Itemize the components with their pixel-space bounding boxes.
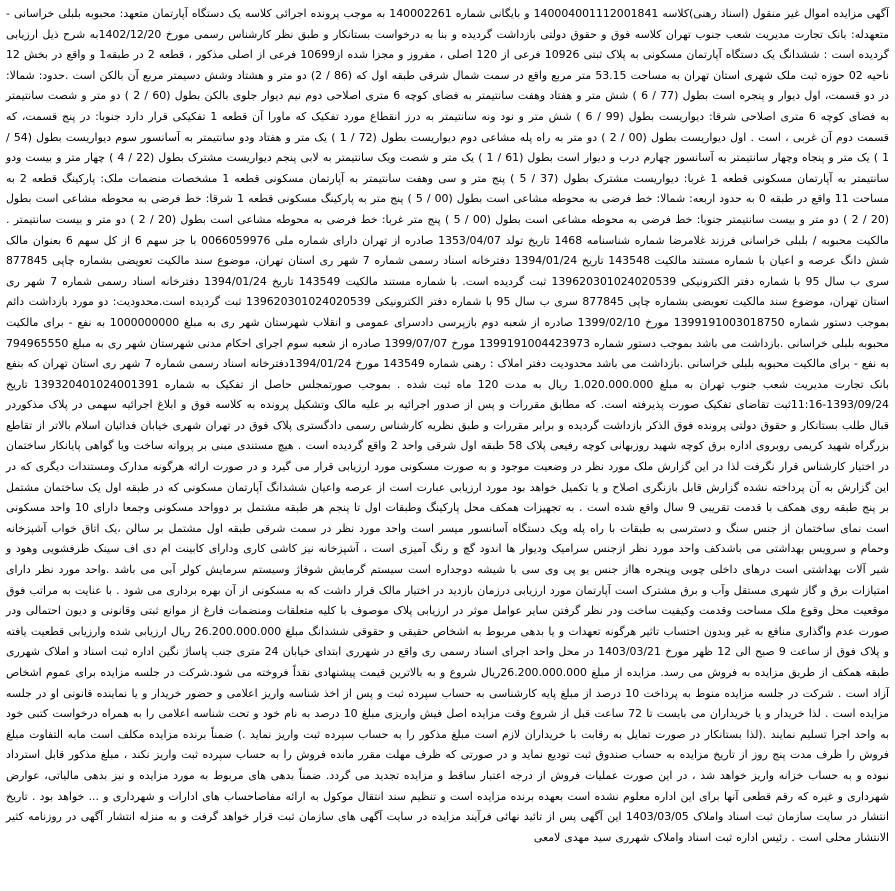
auction-notice-text: آگهی مزایده اموال غیر منقول (اسناد رهنی)کلاسه 140004001112001841 و بایگانی شماره 140002261 به موجب پرونده اجرائی کلاسه یک دستگاه آپارتمان متعهد: محبوبه بلبلی خراسانی - متعهدله: بانک تجارت مدیریت شعب جنوب تهران کلاسه فوق و حقوق دولتی بازداشت گردیده و بنا به درخواست بستانکار و طبق نظر کارشناس رسمی مورخ 1402/12/20به شرح ذیل ارزیابی گردیده است : ششدانگ یک دستگاه آپارتمان مسکونی به پلاک ثبتی 10926 فرعی از 120 اصلی ، مفروز و مجزا شده از10699 فرعی از اصلی مذکور ، قطعه 2 در طبقه1 و واقع در بخش 12 ناحیه 02 حوزه ثبت ملک شهری استان تهران به مساحت 53.15 متر مربع واقع در سمت شمال شرقی طبقه اول که (86 / 2) دو متر و هشتاد وشش دسیمتر مربع آن بالکن است .حدود: شمالا: در دو قسمت، اول دیوار و پنجره است بطول (77 / 6 ) شش متر و هفتاد وهفت سانتیمتر به فضای کوچه 6 متری اصلاحی دوم نیم دیوار جلوی بالکن بطول (60 / 2 ) دو متر و شصت سانتیمتر به فضای کوچه 6 متری اصلاحی شرقا: دیواریست بطول (99 / 6 ) شش متر و نود ونه سانتیمتر به درز انقطاع مورد تفکیک که ماورا آن قطعه 1 تفکیکی قرار دارد جنوبا: در پنج قسمت، که قسمت دوم آن غربی ، است . اول دیواریست بطول (00 / 2 ) دو متر به راه پله مشاعی دوم دیواریست بطول (72 / 1 ) یک متر و هفتاد ودو سانتیمتر به آسانسور سوم دیواریست بطول (54 / 1 ) یک متر و پنجاه وچهار سانتیمتر به آسانسور چهارم درب و دیوار است بطول (61 / 1 ) یک متر و شصت ویک سانتیمتر به لابی پنجم دیواریست مشترک بطول (22 / 4 ) چهار متر و بیست ودو سانتیمتر به آپارتمان مسکونی قطعه 1 غربا: دیواریست مشترک بطول (37 / 5 ) پنج متر و سی وهفت سانتیمتر به آپارتمان مسکونی قطعه 1 مشخصات منضمات ملک: پارکینگ قطعه 2 به مساحت 11 واقع در طبقه 0 به حدود اربعه: شمالا: خط فرضی به محوطه مشاعی است بطول (00 / 5 ) پنج متر به پارکینگ مسکونی قطعه 1 شرقا: خط فرضی به محوطه مشاعی است بطول (20 / 2 ) دو متر و بیست سانتیمتر جنوبا: خط فرضی به محوطه مشاعی است بطول (00 / 5 ) پنج متر غربا: خط فرضی به محوطه مشاعی است بطول (20 / 2 ) دو متر و بیست سانتیمتر . مالکیت محبوبه / بلبلی خراسانی فرزند غلامرضا شماره شناسنامه 1468 تاریخ تولد 1353/04/07 صادره از تهران دارای شماره ملی 0066059976 با جز سهم 6 از کل سهم 6 بعنوان مالک شش دانگ عرصه و اعیان با شماره مستند مالکیت 143548 تاریخ 1394/01/24 دفترخانه اسناد رسمی شماره 7 شهر ری استان تهران، موضوع سند مالکیت تعویضی بشماره چاپی 877845 سری ب سال 95 با شماره دفتر الکترونیکی 139620301024020539 ثبت گردیده است. با شماره مستند مالکیت 143549 تاریخ 1394/01/24 دفترخانه اسناد رسمی شماره 7 شهر ری استان تهران، موضوع سند مالکیت تعویضی بشماره چاپی 877845 سری ب سال 95 با شماره دفتر الکترونیکی 139620301024020539 ثبت گردیده است.محدودیت: دو مورد بازداشت دائم بموجب دستور شماره 1399191003018750 مورخ 1399/02/10 صادره از شعبه دوم بازپرسی دادسرای عمومی و انقلاب شهرستان شهر ری به مبلغ 1000000000 به نفع - برای مالکیت محبوبه بلبلی خراسانی .بازداشت می باشد بموجب دستور شماره 1399191004423973 مورخ 1399/07/07 صادره از شعبه سوم اجرای احکام مدنی شهرستان شهر ری به مبلغ 794965550 به نفع - برای مالکیت محبوبه بلبلی خراسانی .بازداشت می باشد محدودیت دفتر املاک : رهنی شماره 143549 مورخ 1394/01/24دفترخانه اسناد رسمی شماره 7 شهر ری استان تهران که بنفع بانک تجارت مدیریت شعب جنوب تهران به مبلغ 1.020.000.000 ریال به مدت 120 ماه ثبت شده . بموجب صورتمجلس حاصل از تفکیک به شماره 139320401024001391 تاریخ 1393/09/24-11:16ثبت تقاضای تفکیک صورت پذیرفته است. که مطابق مقررات و پس از صدور اجرائیه بر علیه مالک وتشکیل پرونده به کلاسه فوق و ابلاغ اجرائیه سهمی در پلاک مذکوردر قبال طلب بستانکار و حقوق دولتی پرونده فوق الذکر بازداشت گردیده و برابر مقررات و طبق نظریه کارشناس رسمی دادگستری پلاک فوق در تهران شهری خیابان فدائیان اسلام بالاتر از تقاطع بزرگراه شهید کریمی روبروی اداره برق کوچه شهید روزبهانی کوچه رفیعی پلاک 58 طبقه اول شرقی واحد 2 واقع گردیده است . هیچ مستندی مبنی بر پروانه ساخت ویا گواهی پایانکار ساختمان در اختیار کارشناس قرار نگرفت لذا در این گزارش ملک مورد نظر در وضعیت موجود و به صورت مسکونی مورد ارزیابی قرار می گیرد و در صورت ارائه هرگونه مدارک ومستندات دیگری که در این گزارش به آن پرداخته نشده گزارش قابل بازنگری اصلاح و یا تکمیل خواهد بود مورد ارزیابی عبارت است از عرصه واعیان ششدانگ آپارتمان مسکونی که در طبقه اول یک ساختمان مشتمل بر پنج طبقه روی همکف با قدمت تقریبی 9 سال واقع شده است . به تجهیزات همکف محل پارکینگ وطبقات اول تا پنجم هر طبقه مشتمل بر دوواحد مسکونی وجمعا دارای 10 واحد مسکونی است نمای ساختمان از جنس سنگ و دسترسی به طبقات با راه پله ویک دستگاه آسانسور میسر است واحد مورد نظر در سمت شرقی طبقه اول مشتمل بر سالن ،یک اتاق خواب آشپزخانه وحمام و سرویس بهداشتی می باشدکف واحد مورد نظر ازجنس سرامیک ودیوار ها اندود گچ و رنگ آمیزی است ، آشپزخانه نیز کاشی کاری ودارای کابینت ام دی اف سینک ظرفشویی وهود و شیر آلات بهداشتی است درهای داخلی چوبی وپنجره هااز جنس یو پی وی سی با شیشه دوجداره است سیستم گرمایش شوفاژ وسیستم سرمایش کولر آبی می باشد .واحد مورد نظر دارای امتیازات برق و گاز شهری مستقل وآب و برق مشترک است آپارتمان مورد ارزیابی درزمان بازدید در اختیار مالک قرار داشت که به مسکونی از آن بهره برداری می شود . با عنایت به مراتب فوق موقعیت محل وقوع ملک مساحت وقدمت وکیفیت ساخت ودر نظر گرفتن سایر عوامل موثر در ارزیابی پلاک موصوف با کلیه متعلقات ومنضمات فارغ از موانع ثبتی وقانونی و دیون احتمالی ودر صورت عدم واگذاری منافع به غیر وبدون احتساب تاثیر هرگونه تعهدات و یا بدهی مربوط به اشخاص حقیقی و حقوقی ششدانگ مبلغ 26.200.000.000 ریال ارزیابی شده وارزیابی قطعیت یافته و پلاک فوق از ساعت 9 صبح الی 12 ظهر مورخ 1403/03/21 در محل واحد اجرای اسناد رسمی ری واقع در شهرری ابتدای خیابان 24 متری جنب پاساژ نگین اداره ثبت اسناد و املاک شهرری طبقه همکف از طریق مزایده به فروش می رسد. مزایده از مبلغ 26.200.000.000ریال شروع و به بالاترین قیمت پیشنهادی نقداً فروخته می شود.شرکت در جلسه مزایده برای عموم اشخاص آزاد است . شرکت در جلسه مزایده منوط به پرداخت 10 درصد از مبلغ پایه کارشناسی به حساب سپرده ثبت و پس از اخذ شناسه واریز اعلامی و حضور خریدار و یا نماینده قانونی او در جلسه مزایده است . لذا خریدار و یا خریداران می بایست تا 72 ساعت قبل از شروع وقت مزایده اصل فیش واریزی مبلغ 10 درصد به نام خود و تحت شناسه اعلامی را به همراه درخواست کتبی خود به واحد اجرا تسلیم نمایند .(لذا بستانکار در صورت تمایل به رقابت با خریداران لازم است مبلغ مذکور را به حساب سپرده ثبت واریز نماید .) ضمناً برنده مزایده مکلف است مابه التفاوت مبلغ فروش را ظرف مدت پنج روز از تاریخ مزایده به حساب صندوق ثبت تودیع نماید و در صورتی که ظرف مهلت مقرر مانده فروش را به حساب سپرده ثبت واریز نکند ، مبلغ مذکور قابل استرداد نبوده و به حساب خزانه واریز خواهد شد ، در این صورت عملیات فروش از درجه اعتبار ساقط و مزایده تجدید می گردد. ضمناً بدهی های مربوط به مورد مزایده و نیز بدهی مالیاتی، عوارض شهرداری و غیره که رقم قطعی آنها برای این اداره معلوم نشده است بعهده برنده مزایده است و تنظیم سند انتقال موکول به ارائه مفاصاحساب های ادارات و شهرداری و ... خواهد بود . تاریخ انتشار در سایت سازمان ثبت اسناد واملاک 1403/03/05 این آگهی پس از تائید نهائی فرآیند مزایده در سایت آگهی های سازمان ثبت قرار خواهد گرفت و به منزله انتشار آگهی در روزنامه کثیر الانتشار محلی است . رئیس اداره ثبت اسناد واملاک شهرری سید مهدی لامعی xyxy=(6,7,890,844)
